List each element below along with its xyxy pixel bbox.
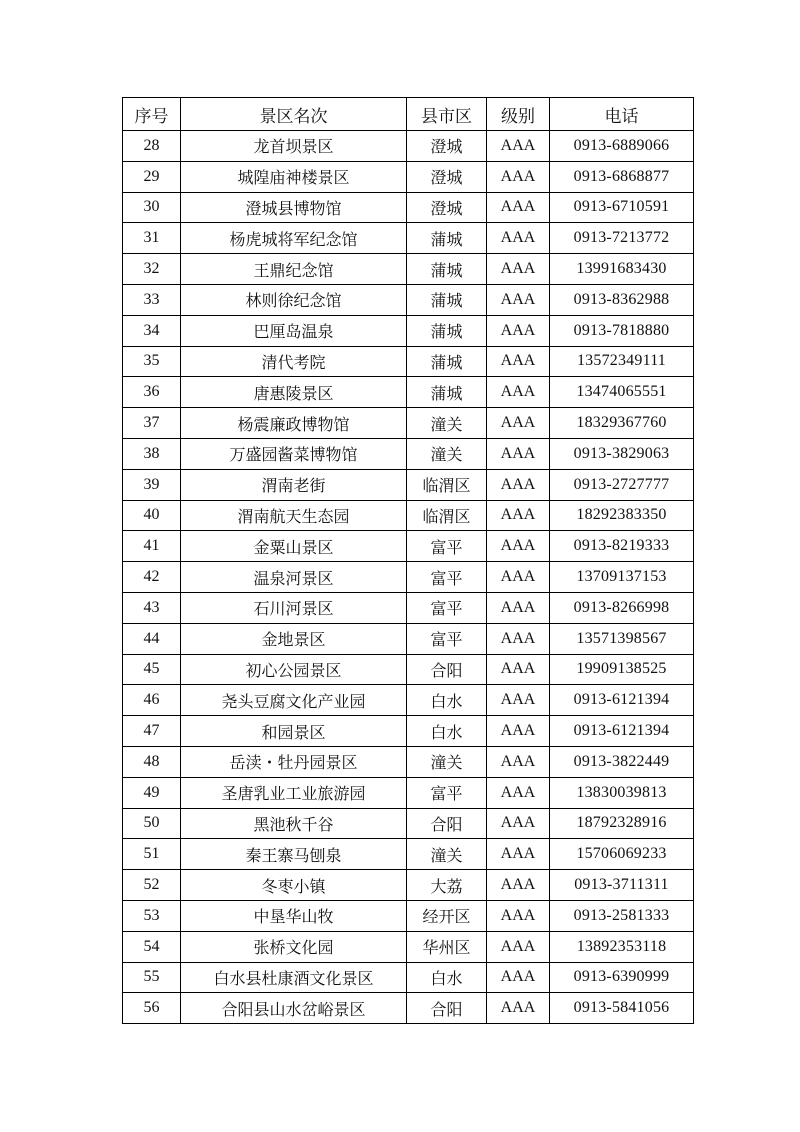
cell-index: 36 [123,377,181,408]
cell-phone: 19909138525 [550,654,694,685]
cell-scenic-name: 中垦华山牧 [181,900,407,931]
cell-index: 46 [123,685,181,716]
cell-level: AAA [487,192,550,223]
cell-phone: 0913-3822449 [550,746,694,777]
table-row [123,962,694,993]
cell-level: AAA [487,900,550,931]
cell-index: 45 [123,654,181,685]
cell-county: 潼关 [407,438,487,469]
cell-index: 29 [123,161,181,192]
cell-phone: 13892353118 [550,931,694,962]
cell-index: 31 [123,223,181,254]
cell-index: 35 [123,346,181,377]
cell-phone: 0913-5841056 [550,993,694,1024]
cell-level: AAA [487,993,550,1024]
cell-scenic-name: 岳渎・牡丹园景区 [181,746,407,777]
table-body [123,131,694,1024]
cell-phone: 0913-7818880 [550,315,694,346]
cell-level: AAA [487,685,550,716]
cell-level: AAA [487,161,550,192]
table-row [123,808,694,839]
cell-index: 52 [123,870,181,901]
cell-scenic-name: 万盛园酱菜博物馆 [181,438,407,469]
cell-level: AAA [487,746,550,777]
cell-county: 富平 [407,623,487,654]
cell-phone: 0913-8266998 [550,592,694,623]
cell-county: 潼关 [407,408,487,439]
cell-level: AAA [487,408,550,439]
cell-level: AAA [487,592,550,623]
cell-scenic-name: 张桥文化园 [181,931,407,962]
table-row [123,777,694,808]
cell-county: 白水 [407,716,487,747]
cell-level: AAA [487,531,550,562]
table-row [123,284,694,315]
table-row [123,623,694,654]
table-row [123,839,694,870]
cell-index: 41 [123,531,181,562]
cell-phone: 0913-8362988 [550,284,694,315]
cell-phone: 13709137153 [550,562,694,593]
cell-scenic-name: 冬枣小镇 [181,870,407,901]
cell-index: 33 [123,284,181,315]
table-row [123,131,694,162]
cell-county: 富平 [407,777,487,808]
cell-index: 50 [123,808,181,839]
table-row [123,870,694,901]
cell-level: AAA [487,808,550,839]
cell-scenic-name: 金地景区 [181,623,407,654]
header-index: 序号 [123,98,181,131]
cell-county: 经开区 [407,900,487,931]
cell-level: AAA [487,654,550,685]
cell-level: AAA [487,377,550,408]
table-row [123,438,694,469]
cell-scenic-name: 黑池秋千谷 [181,808,407,839]
cell-index: 32 [123,254,181,285]
cell-county: 富平 [407,531,487,562]
cell-scenic-name: 城隍庙神楼景区 [181,161,407,192]
cell-level: AAA [487,716,550,747]
cell-level: AAA [487,223,550,254]
cell-scenic-name: 林则徐纪念馆 [181,284,407,315]
cell-scenic-name: 唐惠陵景区 [181,377,407,408]
cell-scenic-name: 石川河景区 [181,592,407,623]
header-county: 县市区 [407,98,487,131]
cell-phone: 13830039813 [550,777,694,808]
cell-county: 临渭区 [407,469,487,500]
cell-index: 28 [123,131,181,162]
cell-index: 55 [123,962,181,993]
header-name: 景区名次 [181,98,407,131]
table-row [123,161,694,192]
cell-index: 42 [123,562,181,593]
cell-level: AAA [487,870,550,901]
table-row [123,315,694,346]
cell-phone: 0913-7213772 [550,223,694,254]
cell-index: 43 [123,592,181,623]
cell-phone: 13572349111 [550,346,694,377]
cell-scenic-name: 秦王寨马刨泉 [181,839,407,870]
cell-scenic-name: 温泉河景区 [181,562,407,593]
table-row [123,346,694,377]
cell-county: 大荔 [407,870,487,901]
cell-phone: 18329367760 [550,408,694,439]
cell-index: 30 [123,192,181,223]
table-row [123,223,694,254]
cell-phone: 13991683430 [550,254,694,285]
cell-scenic-name: 清代考院 [181,346,407,377]
cell-scenic-name: 杨虎城将军纪念馆 [181,223,407,254]
cell-county: 合阳 [407,993,487,1024]
cell-county: 白水 [407,962,487,993]
cell-county: 合阳 [407,654,487,685]
cell-phone: 0913-6889066 [550,131,694,162]
cell-county: 潼关 [407,746,487,777]
table-row [123,377,694,408]
cell-level: AAA [487,562,550,593]
table-row [123,654,694,685]
cell-county: 潼关 [407,839,487,870]
cell-scenic-name: 圣唐乳业工业旅游园 [181,777,407,808]
cell-scenic-name: 金粟山景区 [181,531,407,562]
cell-phone: 0913-3711311 [550,870,694,901]
cell-level: AAA [487,500,550,531]
cell-scenic-name: 澄城县博物馆 [181,192,407,223]
table-row [123,254,694,285]
cell-scenic-name: 巴厘岛温泉 [181,315,407,346]
cell-level: AAA [487,469,550,500]
cell-index: 51 [123,839,181,870]
cell-index: 40 [123,500,181,531]
cell-level: AAA [487,962,550,993]
cell-phone: 0913-3829063 [550,438,694,469]
cell-index: 53 [123,900,181,931]
cell-level: AAA [487,438,550,469]
cell-scenic-name: 尧头豆腐文化产业园 [181,685,407,716]
header-level: 级别 [487,98,550,131]
table-row [123,408,694,439]
cell-phone: 0913-6868877 [550,161,694,192]
cell-county: 澄城 [407,192,487,223]
cell-county: 富平 [407,592,487,623]
cell-level: AAA [487,254,550,285]
cell-scenic-name: 龙首坝景区 [181,131,407,162]
scenic-spots-table [122,97,694,1024]
table-row [123,500,694,531]
cell-level: AAA [487,346,550,377]
cell-county: 蒲城 [407,223,487,254]
cell-index: 44 [123,623,181,654]
cell-phone: 13474065551 [550,377,694,408]
cell-phone: 15706069233 [550,839,694,870]
cell-index: 37 [123,408,181,439]
cell-county: 蒲城 [407,346,487,377]
cell-phone: 0913-6390999 [550,962,694,993]
cell-index: 39 [123,469,181,500]
cell-phone: 0913-2581333 [550,900,694,931]
cell-level: AAA [487,315,550,346]
cell-index: 47 [123,716,181,747]
table-row [123,685,694,716]
cell-level: AAA [487,623,550,654]
table-row [123,716,694,747]
table-row [123,469,694,500]
cell-county: 临渭区 [407,500,487,531]
table-row [123,562,694,593]
cell-phone: 0913-6710591 [550,192,694,223]
table-row [123,592,694,623]
cell-phone: 0913-6121394 [550,685,694,716]
cell-scenic-name: 渭南老街 [181,469,407,500]
table-header [123,98,694,131]
table-row [123,531,694,562]
cell-county: 华州区 [407,931,487,962]
cell-phone: 18792328916 [550,808,694,839]
cell-scenic-name: 杨震廉政博物馆 [181,408,407,439]
cell-scenic-name: 王鼎纪念馆 [181,254,407,285]
cell-scenic-name: 白水县杜康酒文化景区 [181,962,407,993]
cell-phone: 0913-6121394 [550,716,694,747]
cell-county: 澄城 [407,131,487,162]
cell-index: 49 [123,777,181,808]
cell-level: AAA [487,284,550,315]
cell-scenic-name: 合阳县山水岔峪景区 [181,993,407,1024]
cell-county: 合阳 [407,808,487,839]
table-row [123,192,694,223]
cell-scenic-name: 渭南航天生态园 [181,500,407,531]
cell-county: 澄城 [407,161,487,192]
cell-county: 蒲城 [407,315,487,346]
table-row [123,993,694,1024]
cell-county: 蒲城 [407,284,487,315]
cell-phone: 0913-8219333 [550,531,694,562]
cell-index: 56 [123,993,181,1024]
header-row [123,98,694,131]
cell-level: AAA [487,777,550,808]
cell-phone: 0913-2727777 [550,469,694,500]
cell-county: 蒲城 [407,377,487,408]
table-row [123,746,694,777]
cell-index: 38 [123,438,181,469]
cell-index: 54 [123,931,181,962]
cell-phone: 18292383350 [550,500,694,531]
cell-scenic-name: 初心公园景区 [181,654,407,685]
cell-county: 白水 [407,685,487,716]
header-phone: 电话 [550,98,694,131]
cell-scenic-name: 和园景区 [181,716,407,747]
table-row [123,900,694,931]
cell-level: AAA [487,839,550,870]
table-row [123,931,694,962]
cell-index: 48 [123,746,181,777]
cell-level: AAA [487,131,550,162]
cell-phone: 13571398567 [550,623,694,654]
cell-level: AAA [487,931,550,962]
cell-index: 34 [123,315,181,346]
cell-county: 蒲城 [407,254,487,285]
cell-county: 富平 [407,562,487,593]
